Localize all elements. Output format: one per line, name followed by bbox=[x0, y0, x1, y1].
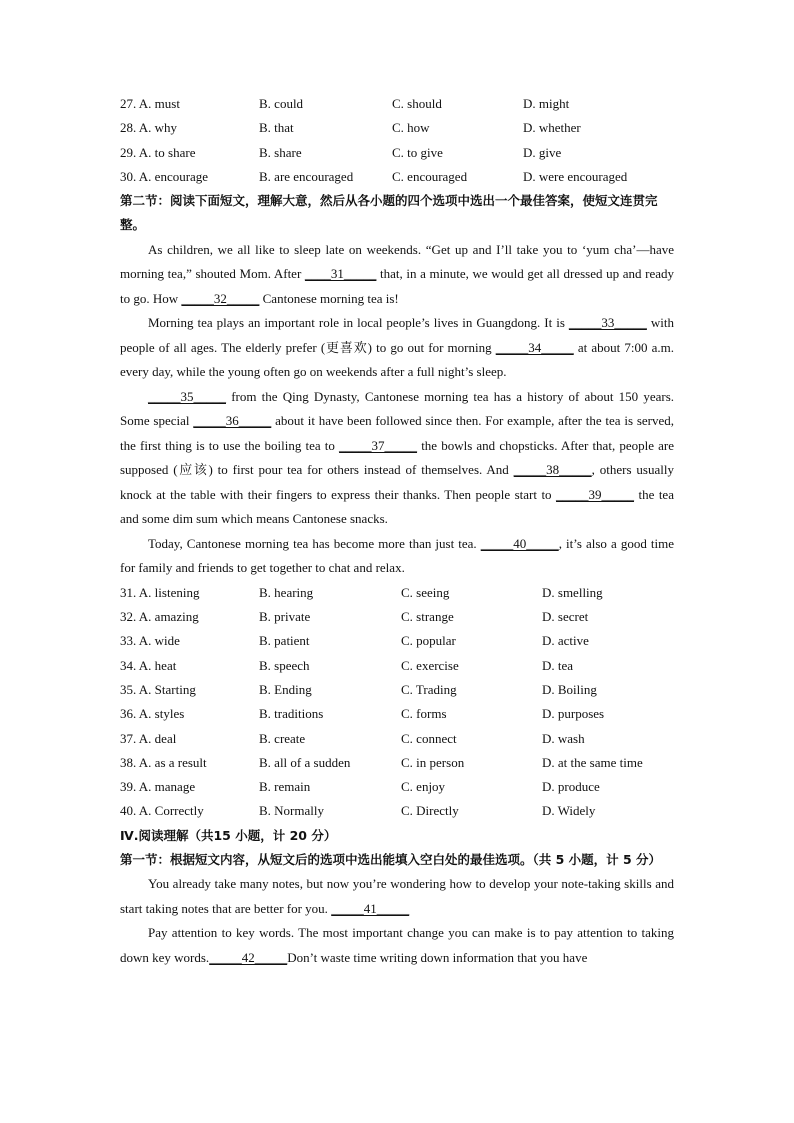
text: the bowls and chopsticks. After that, people are supposed (应该) to first pour tea for others instead of themselves. And bbox=[120, 437, 674, 478]
option-a: 35. A. Starting bbox=[120, 681, 196, 697]
option-b: B. Normally bbox=[259, 803, 324, 819]
blank-35: _____35_____ bbox=[148, 388, 226, 404]
option-d: D. smelling bbox=[542, 584, 603, 600]
option-c: C. encouraged bbox=[392, 168, 468, 184]
option-d: D. wash bbox=[542, 730, 585, 746]
option-a: 39. A. manage bbox=[120, 779, 196, 795]
option-c: C. exercise bbox=[401, 657, 459, 673]
blank-40: _____40_____ bbox=[480, 535, 559, 551]
option-d: D. active bbox=[542, 633, 589, 649]
blank-38: _____38_____ bbox=[513, 462, 592, 478]
option-a: 36. A. styles bbox=[120, 706, 185, 722]
option-a: 33. A. wide bbox=[120, 633, 180, 649]
blank-36: _____36_____ bbox=[193, 413, 272, 429]
blank-31: ____31_____ bbox=[304, 266, 377, 282]
option-row-36 bbox=[120, 702, 674, 726]
option-row-28 bbox=[120, 116, 674, 140]
option-b: B. hearing bbox=[259, 584, 314, 600]
option-a: 37. A. deal bbox=[120, 730, 177, 746]
blank-39: _____39_____ bbox=[556, 486, 635, 502]
passage-paragraph-2 bbox=[120, 311, 674, 385]
option-b: B. Ending bbox=[259, 681, 312, 697]
section1-heading: 第一节：根据短文内容，从短文后的选项中选出能填入空白处的最佳选项。（共 5 小题，计 5 分） bbox=[120, 852, 662, 868]
text: Morning tea plays an important role in local people’s lives in Guangdong. It is bbox=[148, 315, 569, 331]
passage2-paragraph-2 bbox=[120, 921, 674, 970]
option-c: C. how bbox=[392, 120, 430, 136]
option-a: 32. A. amazing bbox=[120, 609, 199, 625]
option-row-29 bbox=[120, 141, 674, 165]
text: with people of all ages. The elderly prefer (更喜欢) to go out for morning bbox=[120, 315, 674, 355]
passage-paragraph-1 bbox=[120, 238, 674, 312]
option-b: B. remain bbox=[259, 779, 311, 795]
options-31-40 bbox=[120, 581, 674, 824]
text: that, in a minute, we would get all dressed up and ready to go. How bbox=[120, 266, 674, 306]
option-a: 31. A. listening bbox=[120, 584, 200, 600]
option-b: B. share bbox=[259, 144, 302, 160]
text: at about 7:00 a.m. every day, while the young often go on weekends after a full night’s sleep. bbox=[120, 339, 674, 380]
passage-paragraph-4 bbox=[120, 532, 674, 581]
option-a: 27. A. must bbox=[120, 96, 180, 111]
text: As children, we all like to sleep late on weekends. “Get up and I’ll take you to ‘yum cha’—have morning tea,” shouted Mom. After bbox=[120, 241, 674, 282]
option-b: B. patient bbox=[259, 633, 310, 649]
option-d: D. give bbox=[523, 144, 562, 160]
exam-page bbox=[120, 92, 674, 970]
text: Cantonese morning tea is! bbox=[259, 290, 399, 306]
option-row-39 bbox=[120, 775, 674, 799]
option-b: B. all of a sudden bbox=[259, 754, 351, 770]
option-row-27 bbox=[120, 92, 674, 116]
option-a: 34. A. heat bbox=[120, 657, 177, 673]
option-b: B. are encouraged bbox=[259, 168, 354, 184]
option-row-30 bbox=[120, 165, 674, 189]
option-row-32 bbox=[120, 605, 674, 629]
option-c: C. to give bbox=[392, 144, 443, 160]
option-row-38 bbox=[120, 751, 674, 775]
text: from the Qing Dynasty, Cantonese morning tea has a history of about 150 years. Some special bbox=[120, 388, 674, 429]
blank-41: _____41_____ bbox=[331, 900, 410, 916]
option-row-37 bbox=[120, 727, 674, 751]
blank-37: _____37_____ bbox=[339, 437, 418, 453]
option-d: D. Widely bbox=[542, 803, 596, 819]
text: about it have been followed since then. For example, after the tea is served, the first thing is to use the boiling tea to bbox=[120, 413, 674, 453]
option-d: D. produce bbox=[542, 779, 600, 795]
passage2-paragraph-1 bbox=[120, 872, 674, 921]
passage-paragraph-3 bbox=[120, 385, 674, 532]
option-c: C. forms bbox=[401, 706, 447, 722]
blank-32: _____32_____ bbox=[181, 290, 260, 306]
text: , others usually knock at the table with their fingers to express their thanks. Then people start to bbox=[120, 462, 674, 502]
part4-heading: Ⅳ.阅读理解（共15 小题，计 20 分） bbox=[120, 827, 337, 843]
option-c: C. Trading bbox=[401, 681, 457, 697]
option-a: 40. A. Correctly bbox=[120, 803, 204, 819]
options-27-30 bbox=[120, 92, 674, 189]
option-b: B. could bbox=[259, 96, 304, 111]
option-a: 28. A. why bbox=[120, 120, 178, 136]
option-row-35 bbox=[120, 678, 674, 702]
option-c: C. should bbox=[392, 96, 442, 111]
text: Don’t waste time writing down information that you have bbox=[287, 949, 588, 965]
option-b: B. create bbox=[259, 730, 306, 746]
option-d: D. were encouraged bbox=[523, 168, 628, 184]
section2-heading: 第二节：阅读下面短文，理解大意，然后从各小题的四个选项中选出一个最佳答案，使短文连贯完整。 bbox=[120, 193, 658, 233]
blank-42: _____42_____ bbox=[209, 949, 288, 965]
option-c: C. enjoy bbox=[401, 779, 446, 795]
text: You already take many notes, but now you’re wondering how to develop your note-taking skills and start taking notes that are better for you. bbox=[120, 876, 674, 916]
option-a: 29. A. to share bbox=[120, 144, 196, 160]
option-b: B. traditions bbox=[259, 706, 324, 722]
option-a: 38. A. as a result bbox=[120, 754, 207, 770]
option-row-34 bbox=[120, 654, 674, 678]
option-d: D. whether bbox=[523, 120, 581, 136]
option-c: C. strange bbox=[401, 609, 454, 625]
option-c: C. connect bbox=[401, 730, 457, 746]
option-d: D. at the same time bbox=[542, 754, 643, 770]
option-b: B. speech bbox=[259, 657, 310, 673]
text: Today, Cantonese morning tea has become more than just tea. bbox=[148, 535, 481, 551]
text: Pay attention to key words. The most important change you can make is to pay attention to taking down key words. bbox=[120, 925, 674, 965]
option-c: C. Directly bbox=[401, 803, 459, 819]
blank-33: _____33_____ bbox=[568, 315, 647, 331]
option-c: C. in person bbox=[401, 754, 465, 770]
option-d: D. might bbox=[523, 96, 570, 111]
option-d: D. purposes bbox=[542, 706, 605, 722]
option-row-40 bbox=[120, 799, 674, 823]
option-c: C. seeing bbox=[401, 584, 450, 600]
option-b: B. that bbox=[259, 120, 294, 136]
option-d: D. Boiling bbox=[542, 681, 597, 697]
option-c: C. popular bbox=[401, 633, 456, 649]
text: , it’s also a good time for family and friends to get together to chat and relax. bbox=[120, 535, 674, 576]
option-a: 30. A. encourage bbox=[120, 168, 209, 184]
option-row-31 bbox=[120, 581, 674, 605]
option-row-33 bbox=[120, 629, 674, 653]
blank-34: _____34_____ bbox=[495, 339, 574, 355]
option-d: D. secret bbox=[542, 609, 589, 625]
option-d: D. tea bbox=[542, 657, 574, 673]
text: the tea and some dim sum which means Cantonese snacks. bbox=[120, 486, 674, 527]
option-b: B. private bbox=[259, 609, 311, 625]
